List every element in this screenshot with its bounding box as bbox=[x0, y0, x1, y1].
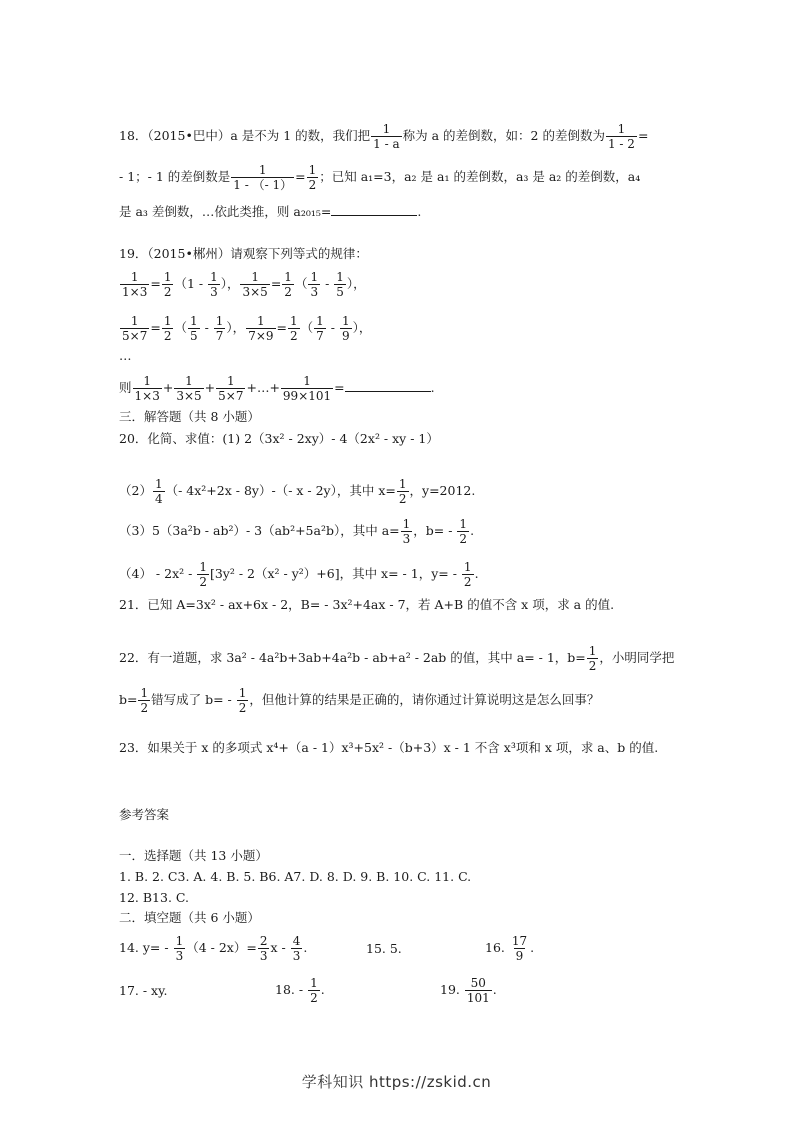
q20-line-1: 20．化简、求值：(1) 2（3x² - 2xy）- 4（2x² - xy - 1） bbox=[119, 431, 439, 446]
math-text: x - bbox=[270, 940, 290, 955]
q20-part-3 bbox=[119, 517, 474, 546]
fraction bbox=[162, 314, 174, 343]
fraction bbox=[208, 270, 220, 299]
math-text: ）， bbox=[346, 276, 366, 291]
fraction-denominator: 2 bbox=[163, 329, 172, 343]
math-text: . bbox=[470, 523, 475, 538]
answers-section-1: 一．选择题（共 13 小题） bbox=[119, 848, 268, 863]
fraction-numerator: 1 bbox=[175, 934, 184, 948]
math-text: = bbox=[150, 320, 161, 335]
fraction-denominator: 9 bbox=[515, 949, 524, 963]
fraction-denominator: 2 bbox=[588, 659, 597, 673]
fraction bbox=[197, 560, 209, 589]
math-text: b= bbox=[119, 692, 138, 707]
fraction-numerator: 1 bbox=[215, 314, 224, 328]
q20-part-4 bbox=[119, 560, 479, 589]
math-text: （4 - 2x）= bbox=[186, 940, 257, 955]
fraction bbox=[133, 374, 162, 403]
fraction-denominator: 5×7 bbox=[218, 389, 244, 403]
fraction-numerator: 1 bbox=[303, 374, 311, 388]
math-text: ，y=2012. bbox=[409, 483, 476, 498]
answer-16 bbox=[485, 934, 534, 963]
fraction bbox=[397, 477, 409, 506]
answers-title: 参考答案 bbox=[119, 807, 170, 822]
math-text: 14. y= - bbox=[119, 940, 173, 955]
math-text: ）， bbox=[352, 320, 372, 335]
footer-watermark: 学科知识 https://zskid.cn bbox=[301, 1073, 492, 1091]
fraction-denominator: 7×9 bbox=[248, 329, 274, 343]
math-text: （1 - bbox=[174, 276, 208, 291]
math-text: = bbox=[150, 276, 161, 291]
fraction-numerator: 1 bbox=[284, 270, 292, 284]
answer-blank[interactable] bbox=[345, 379, 431, 392]
fraction-numerator: 1 bbox=[130, 270, 139, 284]
answer-17: 17. - xy. bbox=[119, 983, 168, 998]
fraction bbox=[214, 314, 226, 343]
math-text: [3y² - 2（x² - y²）+6]，其中 x= - 1，y= - bbox=[209, 566, 461, 581]
fraction bbox=[308, 270, 320, 299]
fraction-numerator: 1 bbox=[588, 644, 597, 658]
q18-text-3: 是 a₃ 差倒数，…依此类推，则 a₂₀₁₅= bbox=[119, 204, 332, 219]
fraction bbox=[308, 976, 320, 1005]
fraction bbox=[281, 374, 333, 403]
math-text: . bbox=[530, 940, 535, 955]
math-text: 18. - bbox=[275, 982, 308, 997]
math-text: （ bbox=[300, 320, 314, 335]
math-text: ，b= - bbox=[413, 523, 457, 538]
fraction-numerator: 1 bbox=[310, 270, 319, 284]
fraction-denominator: 2 bbox=[459, 532, 468, 546]
fraction-numerator: 1 bbox=[290, 314, 298, 328]
fraction: $\frac{1}{1 - a}$ bbox=[373, 122, 400, 151]
fraction-numerator: 1 bbox=[199, 560, 207, 574]
fraction-denominator: 7 bbox=[316, 329, 324, 343]
q18-line-1 bbox=[119, 122, 648, 151]
math-text: = bbox=[276, 320, 287, 335]
fraction bbox=[240, 270, 269, 299]
fraction bbox=[237, 686, 249, 715]
fraction-denominator: 2 bbox=[290, 329, 298, 343]
fraction-denominator: 3×5 bbox=[242, 285, 268, 299]
fraction bbox=[462, 560, 474, 589]
fraction-numerator: 17 bbox=[511, 934, 528, 948]
q18-text-1c: = bbox=[637, 128, 649, 143]
q18-text-2a: - 1；- 1 的差倒数是 bbox=[119, 169, 231, 184]
answer-18 bbox=[275, 976, 325, 1005]
answer-14 bbox=[119, 934, 307, 963]
q18-text-2b: = bbox=[295, 169, 306, 184]
fraction-denominator: 99×101 bbox=[282, 389, 332, 403]
fraction bbox=[291, 934, 303, 963]
q18-text-2c: ；已知 a₁=3，a₂ 是 a₁ 的差倒数，a₃ 是 a₂ 的差倒数，a₄ bbox=[319, 169, 641, 184]
q18-line-2 bbox=[119, 163, 640, 192]
math-text: . bbox=[474, 566, 479, 581]
q22-line-2 bbox=[119, 686, 599, 715]
fraction bbox=[174, 374, 203, 403]
fraction-denominator: 3 bbox=[175, 949, 184, 963]
math-text: . bbox=[303, 940, 308, 955]
math-text: ，但他计算的结果是正确的，请你通过计算说明这是怎么回事？ bbox=[249, 692, 600, 707]
fraction-numerator: 1 bbox=[238, 686, 247, 700]
fraction-denominator: 7 bbox=[215, 329, 224, 343]
q22-line-1 bbox=[119, 644, 674, 673]
answer-blank[interactable] bbox=[331, 203, 417, 216]
fraction bbox=[138, 686, 150, 715]
fraction bbox=[334, 270, 346, 299]
fraction-denominator: 2 bbox=[199, 575, 207, 589]
fraction-denominator: 3×5 bbox=[176, 389, 202, 403]
fraction-numerator: 1 bbox=[459, 517, 468, 531]
fraction-numerator: 1 bbox=[163, 270, 172, 284]
fraction-numerator: 1 bbox=[402, 517, 411, 531]
math-text: 错写成了 b= - bbox=[151, 692, 236, 707]
fraction bbox=[174, 934, 186, 963]
fraction bbox=[288, 314, 300, 343]
fraction: $\frac{1}{1 - 2}$ bbox=[607, 122, 635, 151]
fraction bbox=[465, 976, 492, 1005]
math-text: （3）5（3a²b - ab²）- 3（ab²+5a²b），其中 a= bbox=[119, 523, 400, 538]
section-3-heading: 三．解答题（共 8 小题） bbox=[119, 409, 260, 424]
answer-15: 15. 5. bbox=[366, 941, 402, 956]
math-text: + bbox=[162, 380, 174, 395]
fraction-denominator: 2 bbox=[238, 701, 247, 715]
q18-text-3end: . bbox=[417, 204, 422, 219]
fraction bbox=[216, 374, 245, 403]
q18-text-1a: 18．（2015•巴中）a 是不为 1 的数，我们把 bbox=[119, 128, 371, 143]
math-text: . bbox=[492, 982, 497, 997]
math-text: 16. bbox=[485, 940, 509, 955]
fraction-denominator: 5×7 bbox=[122, 329, 148, 343]
math-text: 22．有一道题，求 3a² - 4a²b+3ab+4a²b - ab+a² - 2ab 的值，其中 a= - 1，b= bbox=[119, 650, 586, 665]
math-text: = bbox=[334, 380, 345, 395]
fraction-numerator: 1 bbox=[154, 477, 163, 491]
math-text: （4） - 2x² - bbox=[119, 566, 197, 581]
math-text: ）， bbox=[226, 320, 246, 335]
fraction-denominator: 2 bbox=[398, 492, 407, 506]
fraction bbox=[587, 644, 599, 673]
fraction-denominator: 2 bbox=[463, 575, 472, 589]
fraction-denominator: 4 bbox=[154, 492, 163, 506]
math-text: （ bbox=[294, 276, 308, 291]
fraction bbox=[282, 270, 294, 299]
fraction-numerator: 1 bbox=[310, 976, 318, 990]
fraction-numerator: 2 bbox=[259, 934, 268, 948]
math-text: + bbox=[204, 380, 216, 395]
answer-19 bbox=[440, 976, 497, 1005]
fraction bbox=[120, 314, 149, 343]
fraction bbox=[401, 517, 413, 546]
fraction-numerator: 4 bbox=[292, 934, 301, 948]
fraction-denominator: 3 bbox=[210, 285, 218, 299]
fraction bbox=[314, 314, 326, 343]
math-text: - bbox=[200, 320, 213, 335]
fraction-numerator: 1 bbox=[163, 314, 172, 328]
math-text: ，小明同学把 bbox=[599, 650, 675, 665]
math-text: . bbox=[320, 982, 325, 997]
fraction-denominator: 5 bbox=[336, 285, 344, 299]
fraction bbox=[153, 477, 165, 506]
fraction-numerator: 1 bbox=[140, 686, 149, 700]
answers-row-2: 12. B13. C. bbox=[119, 890, 189, 905]
fraction bbox=[188, 314, 200, 343]
fraction-numerator: 1 bbox=[336, 270, 344, 284]
q21-text: 21．已知 A=3x² - ax+6x - 2，B= - 3x²+4ax - 7，若 A+B 的值不含 x 项，求 a 的值. bbox=[119, 597, 615, 612]
math-text: = bbox=[270, 276, 282, 291]
fraction bbox=[120, 270, 149, 299]
fraction-denominator: 2 bbox=[284, 285, 292, 299]
fraction-numerator: 1 bbox=[226, 374, 235, 388]
fraction bbox=[162, 270, 174, 299]
fraction-denominator: 1×3 bbox=[122, 285, 148, 299]
math-text: 则 bbox=[119, 380, 132, 395]
fraction-denominator: 2 bbox=[163, 285, 172, 299]
fraction-numerator: 1 bbox=[210, 270, 218, 284]
fraction-numerator: 1 bbox=[257, 314, 265, 328]
fraction-denominator: 101 bbox=[466, 991, 490, 1005]
fraction-numerator: 1 bbox=[143, 374, 151, 388]
fraction: $\frac{1}{2}$ bbox=[308, 163, 317, 192]
fraction-denominator: 2 bbox=[310, 991, 318, 1005]
q20-part-2 bbox=[119, 477, 475, 506]
q23-text: 23．如果关于 x 的多项式 x⁴+（a - 1）x³+5x² -（b+3）x - 1 不含 x³项和 x 项，求 a、b 的值. bbox=[119, 740, 659, 755]
math-text: （ bbox=[174, 320, 187, 335]
fraction-denominator: 5 bbox=[189, 329, 198, 343]
fraction-numerator: 1 bbox=[341, 314, 350, 328]
fraction-denominator: 3 bbox=[402, 532, 411, 546]
q19-row-2 bbox=[119, 314, 371, 343]
fraction-numerator: 1 bbox=[463, 560, 472, 574]
fraction-denominator: 9 bbox=[341, 329, 350, 343]
q18-line-3 bbox=[119, 203, 421, 220]
fraction-numerator: 1 bbox=[185, 374, 193, 388]
fraction-denominator: 3 bbox=[310, 285, 319, 299]
fraction-denominator: 3 bbox=[292, 949, 301, 963]
fraction-denominator: 1×3 bbox=[134, 389, 160, 403]
math-text: （2） bbox=[119, 483, 152, 498]
math-text: 19. bbox=[440, 982, 464, 997]
fraction-numerator: 50 bbox=[470, 976, 486, 990]
q19-row-3 bbox=[119, 374, 435, 403]
fraction-denominator: 2 bbox=[140, 701, 149, 715]
fraction-numerator: 1 bbox=[398, 477, 407, 491]
q19-line-1: 19．（2015•郴州）请观察下列等式的规律： bbox=[119, 246, 368, 261]
fraction bbox=[258, 934, 270, 963]
q19-ellipsis: … bbox=[119, 348, 132, 363]
fraction bbox=[510, 934, 529, 963]
answers-section-2: 二．填空题（共 6 小题） bbox=[119, 910, 260, 925]
fraction: $\frac{1}{1 - (- 1)}$ bbox=[233, 163, 293, 192]
fraction-numerator: 1 bbox=[189, 314, 198, 328]
fraction bbox=[246, 314, 275, 343]
math-text: ）， bbox=[220, 276, 240, 291]
math-text: +…+ bbox=[246, 380, 280, 395]
fraction-numerator: 1 bbox=[130, 314, 139, 328]
math-text: . bbox=[430, 380, 435, 395]
math-text: - bbox=[326, 320, 339, 335]
fraction-denominator: 3 bbox=[259, 949, 268, 963]
fraction-numerator: 1 bbox=[316, 314, 324, 328]
fraction bbox=[457, 517, 469, 546]
math-text: （- 4x²+2x - 8y）-（- x - 2y），其中 x= bbox=[165, 483, 396, 498]
answers-row-1: 1. B. 2. C3. A. 4. B. 5. B6. A7. D. 8. D. 9. B. 10. C. 11. C. bbox=[119, 869, 472, 884]
fraction-numerator: 1 bbox=[251, 270, 259, 284]
fraction bbox=[340, 314, 352, 343]
q19-row-1 bbox=[119, 270, 366, 299]
q18-text-1b: 称为 a 的差倒数，如：2 的差倒数为 bbox=[402, 128, 605, 143]
math-text: - bbox=[321, 276, 334, 291]
